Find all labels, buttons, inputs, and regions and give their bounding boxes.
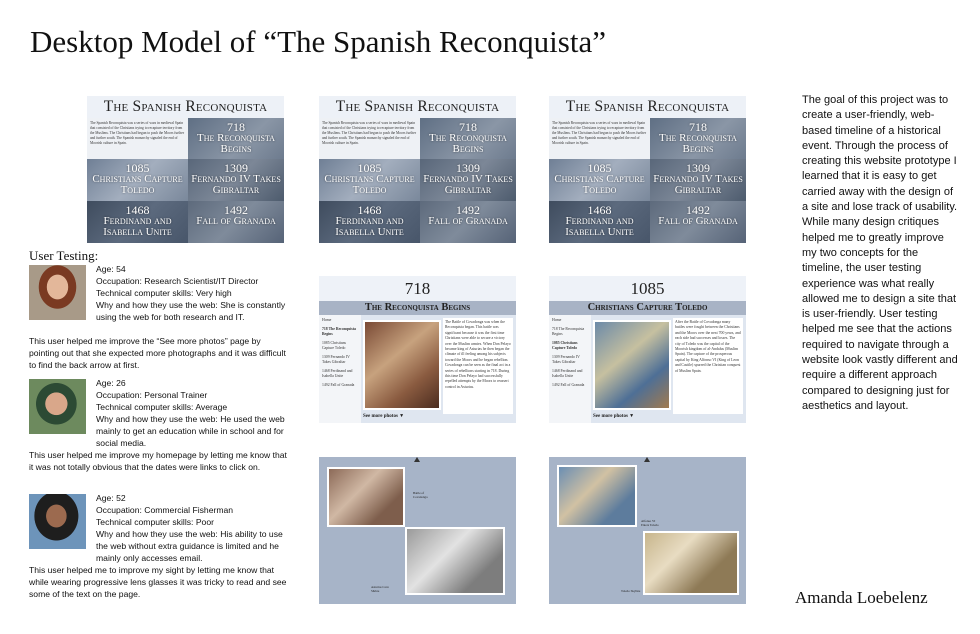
gallery-caption-1: Alfonso VI Enters Toledo — [641, 519, 659, 527]
gallery-photo-1 — [327, 467, 405, 527]
tile-year: 1309 — [686, 161, 710, 175]
gallery-caption-2: Toledo Skyline — [621, 589, 641, 593]
tile-year: 718 — [227, 120, 245, 134]
tile-1468[interactable] — [549, 201, 650, 243]
tile-label: The Reconquista Begins — [429, 132, 507, 155]
user-3-photo — [29, 494, 86, 549]
tile-label: The Reconquista Begins — [659, 132, 737, 155]
tile-year: 1492 — [224, 203, 248, 217]
tile-year: 1492 — [456, 203, 480, 217]
user-skills: Technical computer skills: Average — [96, 402, 228, 412]
user-occupation: Occupation: Personal Trainer — [96, 390, 208, 400]
tile-1085[interactable] — [319, 159, 420, 201]
tile-label: Fernando IV Takes Gibraltar — [423, 173, 513, 196]
nav-link-1309[interactable]: 1309 Fernando IV Takes Gibraltar — [552, 355, 580, 364]
user-testing-heading: User Testing: — [29, 248, 99, 263]
tile-1085[interactable] — [87, 159, 188, 201]
author-name: Amanda Loebelenz — [795, 588, 928, 607]
tile-1309[interactable] — [188, 159, 284, 201]
user-3-info — [96, 492, 286, 564]
caret-down-icon: ▼ — [399, 414, 405, 419]
tile-1468[interactable] — [319, 201, 420, 243]
gallery-caption-1: Battle of Covadonga — [413, 491, 428, 499]
tile-year: 1085 — [125, 161, 150, 175]
mockup-intro: The Spanish Reconquista was a series of wars in medieval Spain that consisted of the Christians trying to recapture territory from the Muslims. The Christians had begun to push the Moors further and further south. The Spanish monarchy signaled the end of Moorish culture in Spain. — [87, 118, 188, 159]
tile-label: Ferdinand and Isabella Unite — [103, 215, 172, 238]
user-1-photo — [29, 265, 86, 320]
tile-year: 718 — [459, 120, 477, 134]
gallery-photo-2 — [643, 531, 739, 595]
user-web-use: Why and how they use the web: He used the web mainly to get an education while in school and for social media. — [96, 414, 285, 448]
tile-718[interactable] — [420, 118, 516, 159]
tile-label: Christians Capture Toledo — [92, 173, 183, 196]
see-more-label: See more photos — [363, 414, 398, 419]
back-arrow-icon[interactable] — [644, 457, 650, 462]
user-1-note: This user helped me improve the “See more photos” page by pointing out that she expected more photographs and it was difficult to find the back arrow at first. — [29, 336, 286, 370]
mockup-site-title: The Spanish Reconquista — [549, 96, 746, 118]
gallery-caption-2: Asturias Cave Shrine — [371, 585, 389, 593]
user-2-photo — [29, 379, 86, 434]
nav-link-home[interactable]: Home — [322, 318, 332, 322]
tile-year: 718 — [689, 120, 707, 134]
detail-year: 718 — [319, 276, 516, 301]
user-skills: Technical computer skills: Poor — [96, 517, 214, 527]
nav-link-1468[interactable]: 1468 Ferdinand and Isabella Unite — [322, 369, 353, 378]
caret-down-icon: ▼ — [629, 414, 635, 419]
user-age: Age: 26 — [96, 378, 126, 388]
see-more-photos-link[interactable] — [363, 414, 404, 419]
back-arrow-icon[interactable] — [414, 457, 420, 462]
tile-year: 1085 — [357, 161, 382, 175]
nav-link-home[interactable]: Home — [552, 318, 562, 322]
tile-year: 1468 — [125, 203, 150, 217]
nav-link-718[interactable]: 718 The Reconquista Begins — [552, 327, 585, 336]
tile-1492[interactable] — [420, 201, 516, 243]
tile-label: Fall of Granada — [196, 215, 276, 227]
see-more-photos-link[interactable] — [593, 414, 634, 419]
tile-1468[interactable] — [87, 201, 188, 243]
tile-label: Fall of Granada — [658, 215, 738, 227]
home-mockup-2 — [319, 96, 516, 243]
tile-label: Fall of Granada — [428, 215, 508, 227]
tile-year: 1468 — [587, 203, 612, 217]
gallery-photo-2 — [405, 527, 505, 595]
tile-label: Christians Capture Toledo — [324, 173, 415, 196]
detail-image — [593, 320, 671, 410]
tile-label: Fernando IV Takes Gibraltar — [191, 173, 281, 196]
tile-718[interactable] — [650, 118, 746, 159]
tile-label: The Reconquista Begins — [197, 132, 275, 155]
tile-1309[interactable] — [420, 159, 516, 201]
detail-heading: Christians Capture Toledo — [549, 301, 746, 315]
tile-718[interactable] — [188, 118, 284, 159]
tile-year: 1309 — [456, 161, 480, 175]
detail-nav — [319, 315, 361, 423]
gallery-mockup-1085 — [549, 457, 746, 604]
nav-link-1492[interactable]: 1492 Fall of Granada — [322, 383, 355, 387]
mockup-intro: The Spanish Reconquista was a series of wars in medieval Spain that consisted of the Christians trying to recapture territory from the Muslims. The Christians had begun to push the Moors further and further south. The Spanish monarchy signaled the end of Moorish culture in Spain. — [319, 118, 420, 159]
tile-year: 1492 — [686, 203, 710, 217]
gallery-photo-1 — [557, 465, 637, 527]
user-2-info — [96, 377, 286, 449]
page-title: Desktop Model of “The Spanish Reconquista” — [30, 24, 606, 59]
tile-year: 1468 — [357, 203, 382, 217]
detail-year: 1085 — [549, 276, 746, 301]
detail-heading: The Reconquista Begins — [319, 301, 516, 315]
user-skills: Technical computer skills: Very high — [96, 288, 232, 298]
nav-link-1492[interactable]: 1492 Fall of Granada — [552, 383, 585, 387]
tile-1492[interactable] — [650, 201, 746, 243]
nav-link-1309[interactable]: 1309 Fernando IV Takes Gibraltar — [322, 355, 350, 364]
nav-link-1085[interactable]: 1085 Christians Capture Toledo — [552, 341, 578, 350]
detail-body: The Battle of Covadonga was when the Reconquista began. This battle was significant because it was the first time Christians were able to secure a victory over the Muslim armies. When Don Pelayo became king of Asturias he then began the climate of ill feeling among his subjects toward the Moors and he began rebellion. Covadonga can be seen as the final act in a series of rebellions starting in 718. During this time Don Pelayo had successfully repelled attempts by the Moors to reassert control in Asturias. — [443, 318, 513, 414]
user-2-note: This user helped me improve my homepage by letting me know that it was not totally obvious that the dates were links to click on. — [29, 450, 287, 472]
mockup-site-title: The Spanish Reconquista — [319, 96, 516, 118]
gallery-mockup-718 — [319, 457, 516, 604]
tile-1492[interactable] — [188, 201, 284, 243]
project-description: The goal of this project was to create a user-friendly, web-based timeline of a historical event. Through the process of creating this website prototype I learned that it is easy to get carried away with the design of a site and lose track of usability. While many design critiques helped me to greatly improve my two concepts for the timeline, the user testing experience was what really allowed me to design a site that is user-friendly. User testing helped me see that the actions required to navigate through a website look vastly different and require a different approach compared to designing just for aesthetics and layout. — [802, 94, 958, 412]
user-1-info — [96, 263, 286, 323]
user-age: Age: 52 — [96, 493, 126, 503]
user-web-use: Why and how they use the web: She is constantly using the web for both research and IT. — [96, 300, 286, 322]
detail-mockup-1085 — [549, 276, 746, 423]
user-occupation: Occupation: Research Scientist/IT Director — [96, 276, 259, 286]
see-more-label: See more photos — [593, 414, 628, 419]
detail-nav — [549, 315, 591, 423]
tile-year: 1309 — [224, 161, 248, 175]
tile-label: Christians Capture Toledo — [554, 173, 645, 196]
user-occupation: Occupation: Commercial Fisherman — [96, 505, 234, 515]
user-age: Age: 54 — [96, 264, 126, 274]
home-mockup-1 — [87, 96, 284, 243]
user-3-note: This user helped me to improve my sight by letting me know that while wearing progressive lens glasses it was tricky to read and see some of the text on the page. — [29, 565, 287, 599]
home-mockup-3 — [549, 96, 746, 243]
tile-label: Ferdinand and Isabella Unite — [335, 215, 404, 238]
detail-mockup-718 — [319, 276, 516, 423]
nav-link-718[interactable]: 718 The Reconquista Begins — [322, 327, 356, 336]
detail-image — [363, 320, 441, 410]
nav-link-1468[interactable]: 1468 Ferdinand and Isabella Unite — [552, 369, 583, 378]
tile-label: Fernando IV Takes Gibraltar — [653, 173, 743, 196]
user-web-use: Why and how they use the web: His ability to use the web without extra guidance is limited and he mainly only accesses email. — [96, 529, 283, 563]
detail-body: After the Battle of Covadonga many battles were fought between the Christians and the Moors over the next 700 years, and each side had successes and losses. The city of Toledo was the capital of the Moorish kingdom of al-Andalus (Muslim Spain). The capture of the prosperous capital by King Alfonso VI (King of Leon and Castile) spurred the Christian conquest of Muslim Spain. — [673, 318, 743, 414]
tile-1085[interactable] — [549, 159, 650, 201]
nav-link-1085[interactable]: 1085 Christians Capture Toledo — [322, 341, 346, 350]
tile-label: Ferdinand and Isabella Unite — [565, 215, 634, 238]
mockup-intro: The Spanish Reconquista was a series of wars in medieval Spain that consisted of the Christians trying to recapture territory from the Muslims. The Christians had begun to push the Moors further and further south. The Spanish monarchy signaled the end of Moorish culture in Spain. — [549, 118, 650, 159]
mockup-site-title: The Spanish Reconquista — [87, 96, 284, 118]
tile-year: 1085 — [587, 161, 612, 175]
tile-1309[interactable] — [650, 159, 746, 201]
